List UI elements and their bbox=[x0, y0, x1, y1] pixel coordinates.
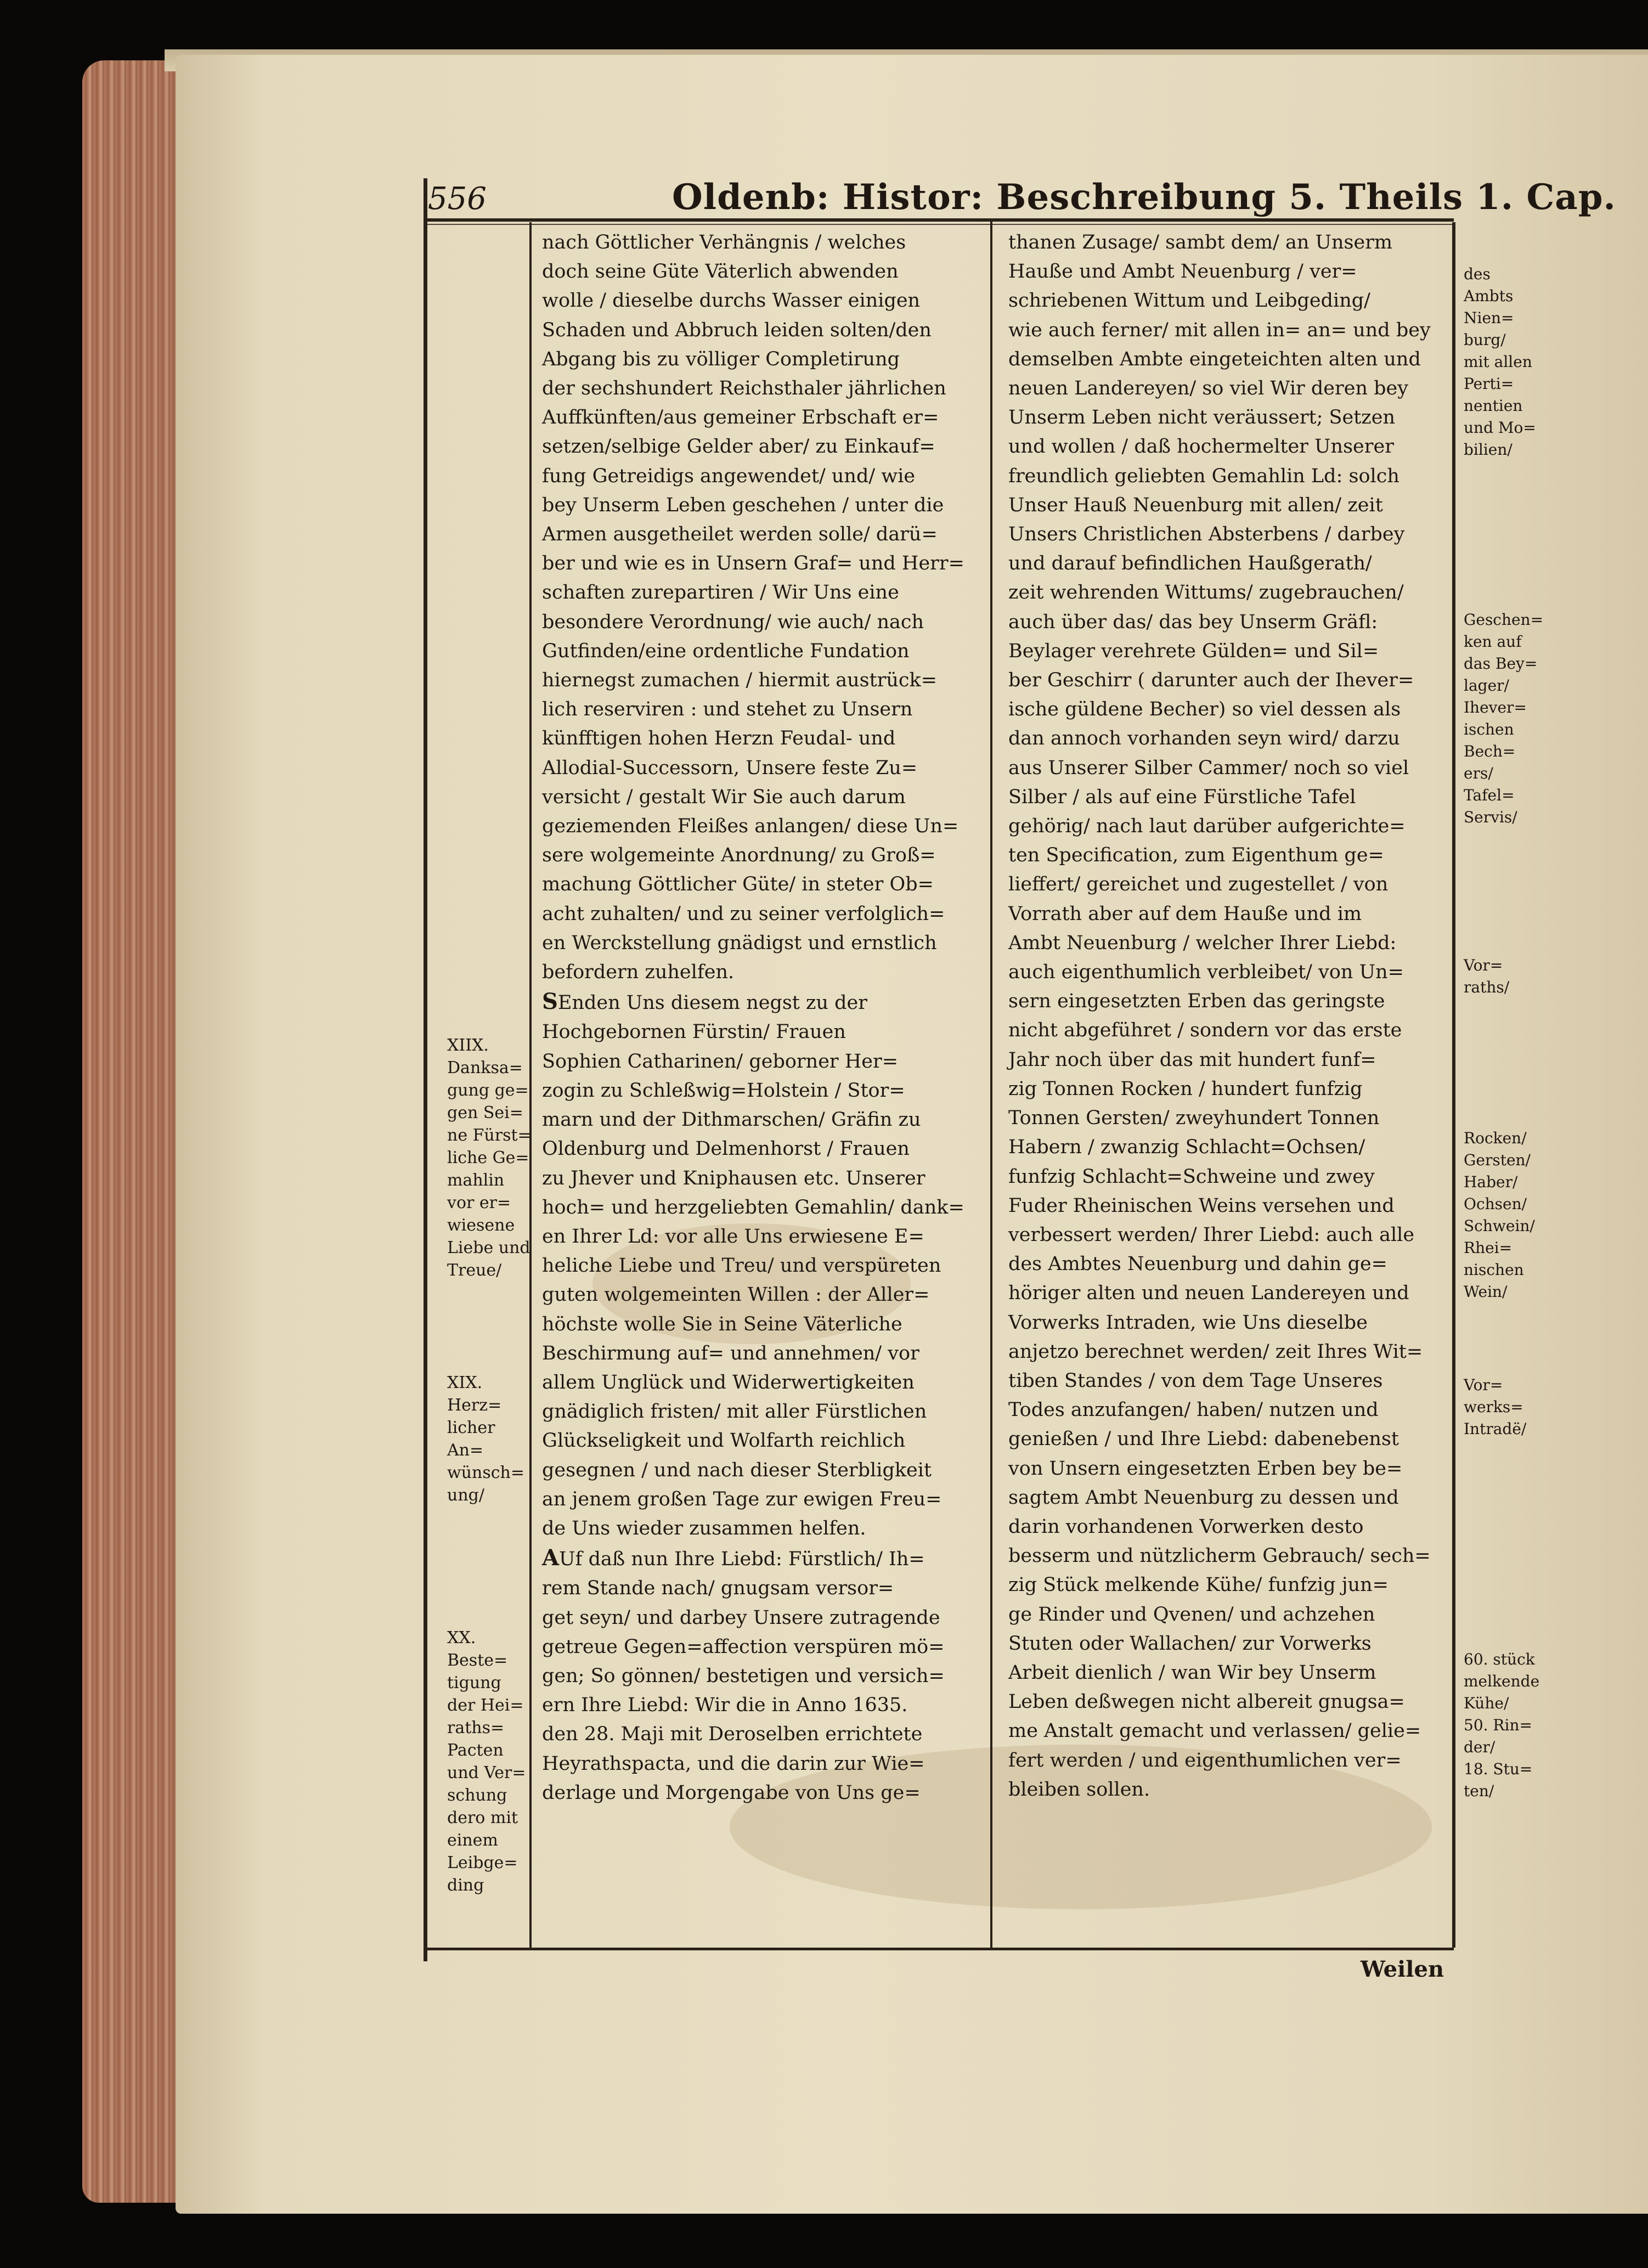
marginal-line: Geschen= bbox=[1464, 611, 1544, 629]
text-line: Heyrathspacta, und die darin zur Wie= bbox=[542, 1752, 925, 1775]
text-line: auch eigenthumlich verbleibet/ von Un= bbox=[1008, 961, 1404, 984]
marginal-line: licher bbox=[447, 1418, 495, 1437]
marginal-line: Kühe/ bbox=[1464, 1694, 1509, 1712]
marginal-line: wiesene bbox=[447, 1216, 515, 1235]
marginal-note-rocken bbox=[1464, 1127, 1557, 1303]
text-line: Jahr noch über das mit hundert funf= bbox=[1008, 1048, 1376, 1071]
text-line: genießen / und Ihre Liebd: dabenebenst bbox=[1008, 1428, 1399, 1451]
text-line: dan annoch vorhanden seyn wird/ darzu bbox=[1008, 727, 1400, 750]
marginal-line: burg/ bbox=[1464, 331, 1506, 349]
text-line: Abgang bis zu völliger Completirung bbox=[542, 348, 900, 370]
text-line: Oldenburg und Delmenhorst / Frauen bbox=[542, 1138, 910, 1160]
marginal-line: das Bey= bbox=[1464, 655, 1538, 673]
text-line: lieffert/ gereichet und zugestellet / von bbox=[1008, 873, 1389, 896]
marginal-line: bilien/ bbox=[1464, 441, 1512, 459]
text-line: Habern / zwanzig Schlacht=Ochsen/ bbox=[1008, 1136, 1365, 1159]
marginal-line: Servis/ bbox=[1464, 808, 1517, 826]
marginal-line: Liebe und bbox=[447, 1238, 530, 1257]
text-line: ische güldene Becher) so viel dessen als bbox=[1008, 698, 1401, 721]
marginal-line: Vor= bbox=[1464, 956, 1503, 974]
text-line: Allodial-Successorn, Unsere feste Zu= bbox=[542, 757, 918, 779]
marginal-line: Pacten bbox=[447, 1741, 504, 1760]
marginal-line: Schwein/ bbox=[1464, 1217, 1535, 1235]
text-line: aus Unserer Silber Cammer/ noch so viel bbox=[1008, 757, 1409, 779]
marginal-line: dero mit bbox=[447, 1808, 518, 1827]
text-line: demselben Ambte eingeteichten alten und bbox=[1008, 348, 1421, 370]
text-line: Auffkünften/aus gemeiner Erbschaft er= bbox=[542, 407, 939, 429]
marginal-line: Herz= bbox=[447, 1396, 502, 1415]
marginal-line: XIX. bbox=[447, 1373, 483, 1392]
text-line: wie auch ferner/ mit allen in= an= und bey bbox=[1008, 319, 1431, 341]
marginal-line: ischen bbox=[1464, 720, 1514, 738]
drop-cap: S bbox=[542, 989, 558, 1015]
header-rule-thin bbox=[425, 224, 1454, 225]
marginal-line: Leibge= bbox=[447, 1853, 518, 1872]
marginal-line: Tafel= bbox=[1464, 786, 1515, 804]
marginal-line: wünsch= bbox=[447, 1463, 524, 1482]
marginal-line: Bech= bbox=[1464, 742, 1516, 760]
marginal-line: Intradë/ bbox=[1464, 1420, 1527, 1438]
text-line: machung Göttlicher Güte/ in steter Ob= bbox=[542, 873, 934, 896]
text-line: Armen ausgetheilet werden solle/ darü= bbox=[542, 523, 938, 546]
text-line: besondere Verordnung/ wie auch/ nach bbox=[542, 611, 924, 633]
text-line: fung Getreidigs angewendet/ und/ wie bbox=[542, 465, 916, 487]
text-line: besserm und nützlicherm Gebrauch/ sech= bbox=[1008, 1545, 1431, 1567]
text-line: Hauße und Ambt Neuenburg / ver= bbox=[1008, 261, 1357, 283]
page-number: 556 bbox=[428, 181, 487, 217]
text-line: Beylager verehrete Gülden= und Sil= bbox=[1008, 640, 1379, 662]
text-line: de Uns wieder zusammen helfen. bbox=[542, 1517, 866, 1539]
marginal-note-ambt bbox=[1464, 263, 1557, 461]
text-line bbox=[542, 1543, 986, 1574]
text-line: wolle / dieselbe durchs Wasser einigen bbox=[542, 290, 921, 312]
marginal-line: Beste= bbox=[447, 1651, 508, 1670]
text-line: des Ambtes Neuenburg und dahin ge= bbox=[1008, 1253, 1388, 1276]
text-line: ten Specification, zum Eigenthum ge= bbox=[1008, 844, 1384, 867]
text-line: Tonnen Gersten/ zweyhundert Tonnen bbox=[1008, 1107, 1380, 1130]
text-line: gen; So gönnen/ bestetigen und versich= bbox=[542, 1665, 945, 1687]
text-line: den 28. Maji mit Deroselben errichtete bbox=[542, 1723, 923, 1746]
drop-cap: A bbox=[542, 1545, 560, 1571]
text-line: hoch= und herzgeliebten Gemahlin/ dank= bbox=[542, 1196, 964, 1218]
marginal-line: des bbox=[1464, 265, 1491, 283]
text-line: Todes anzufangen/ haben/ nutzen und bbox=[1008, 1399, 1379, 1421]
text-line: derlage und Morgengabe von Uns ge= bbox=[542, 1781, 921, 1804]
marginal-note-stueck bbox=[1464, 1649, 1557, 1802]
marginal-line: einem bbox=[447, 1831, 498, 1850]
marginal-line: XIIX. bbox=[447, 1036, 489, 1055]
text-line: gesegnen / und nach dieser Sterbligkeit bbox=[542, 1459, 932, 1481]
page-edges bbox=[82, 60, 187, 2203]
marginal-note-vorwerk bbox=[1464, 1374, 1557, 1440]
marginal-line: nentien bbox=[1464, 397, 1523, 415]
text-column-right bbox=[1008, 228, 1447, 1804]
text-line: Unsers Christlichen Absterbens / darbey bbox=[1008, 523, 1405, 546]
text-line: en Ihrer Ld: vor alle Uns erwiesene E= bbox=[542, 1225, 924, 1248]
text-line: sere wolgemeinte Anordnung/ zu Groß= bbox=[542, 844, 936, 867]
text-line: lich reserviren : und stehet zu Unsern bbox=[542, 698, 913, 721]
text-line: gehörig/ nach laut darüber aufgerichte= bbox=[1008, 815, 1406, 838]
text-line: ber Geschirr ( darunter auch der Ihever= bbox=[1008, 669, 1414, 692]
text-line: an jenem großen Tage zur ewigen Freu= bbox=[542, 1488, 942, 1510]
text-line: doch seine Güte Väterlich abwenden bbox=[542, 261, 899, 283]
marginal-line: nischen bbox=[1464, 1261, 1524, 1279]
text-line: bey Unserm Leben geschehen / unter die bbox=[542, 494, 944, 516]
text-line: anjetzo berechnet werden/ zeit Ihres Wit= bbox=[1008, 1340, 1423, 1363]
footer-rule bbox=[425, 1948, 1454, 1950]
text-line: schriebenen Wittum und Leibgeding/ bbox=[1008, 290, 1370, 312]
text-line: der sechshundert Reichsthaler jährlichen bbox=[542, 377, 946, 400]
text-line: en Werckstellung gnädigst und ernstlich bbox=[542, 932, 937, 954]
text-line: Gutfinden/eine ordentliche Fundation bbox=[542, 640, 910, 662]
text-line: Vorrath aber auf dem Hauße und im bbox=[1008, 902, 1362, 925]
text-line: hiernegst zumachen / hiermit austrück= bbox=[542, 669, 938, 692]
text-line: Beschirmung auf= und annehmen/ vor bbox=[542, 1342, 919, 1364]
text-line: versicht / gestalt Wir Sie auch darum bbox=[542, 786, 906, 808]
right-frame-rule bbox=[1452, 222, 1455, 1948]
header-rule bbox=[425, 218, 1454, 222]
marginal-line: ers/ bbox=[1464, 764, 1493, 782]
text-line: künfftigen hohen Herzn Feudal- und bbox=[542, 727, 896, 750]
text-line: heliche Liebe und Treu/ und verspüreten bbox=[542, 1255, 941, 1277]
text-line: getreue Gegen=affection verspüren mö= bbox=[542, 1635, 945, 1658]
text-line: zig Stück melkende Kühe/ funfzig jun= bbox=[1008, 1574, 1389, 1596]
marginal-line: Ochsen/ bbox=[1464, 1195, 1527, 1213]
text-line: marn und der Dithmarschen/ Gräfin zu bbox=[542, 1109, 921, 1131]
text-line: schaften zurepartiren / Wir Uns eine bbox=[542, 582, 899, 604]
text-line: Stuten oder Wallachen/ zur Vorwerks bbox=[1008, 1632, 1372, 1655]
marginal-line: mahlin bbox=[447, 1171, 505, 1190]
marginal-line: Nien= bbox=[1464, 309, 1514, 327]
marginal-line: ne Fürst= bbox=[447, 1126, 532, 1145]
marginal-line: raths/ bbox=[1464, 978, 1510, 996]
marginal-line: gung ge= bbox=[447, 1081, 529, 1100]
text-line: acht zuhalten/ und zu seiner verfolglich= bbox=[542, 902, 945, 925]
marginal-line: Treue/ bbox=[447, 1261, 502, 1280]
marginal-line: ten/ bbox=[1464, 1782, 1494, 1800]
marginal-line: Haber/ bbox=[1464, 1173, 1518, 1191]
text-line: Ambt Neuenburg / welcher Ihrer Liebd: bbox=[1008, 932, 1397, 954]
text-line: get seyn/ und darbey Unsere zutragende bbox=[542, 1606, 940, 1629]
marginal-line: Gersten/ bbox=[1464, 1151, 1531, 1169]
text-line: rem Stande nach/ gnugsam versor= bbox=[542, 1577, 894, 1600]
text-line: guten wolgemeinten Willen : der Aller= bbox=[542, 1284, 930, 1306]
marginal-line: ding bbox=[447, 1876, 484, 1895]
marginal-line: liche Ge= bbox=[447, 1148, 529, 1167]
text-line: bleiben sollen. bbox=[1008, 1778, 1150, 1801]
marginal-line: Vor= bbox=[1464, 1376, 1503, 1394]
text-line: auch über das/ das bey Unserm Gräfl: bbox=[1008, 611, 1378, 633]
text-line: me Anstalt gemacht und verlassen/ gelie= bbox=[1008, 1720, 1421, 1742]
text-line: von Unsern eingesetzten Erben bey be= bbox=[1008, 1457, 1403, 1480]
marginal-line: und Mo= bbox=[1464, 419, 1536, 437]
text-line: freundlich geliebten Gemahlin Ld: solch bbox=[1008, 465, 1399, 487]
text-line: befordern zuhelfen. bbox=[542, 961, 735, 984]
marginal-line: tigung bbox=[447, 1673, 501, 1692]
marginal-line: ken auf bbox=[1464, 633, 1522, 651]
column-divider bbox=[990, 219, 992, 1948]
marginal-line: 50. Rin= bbox=[1464, 1716, 1532, 1734]
text-line: zu Jhever und Kniphausen etc. Unserer bbox=[542, 1167, 925, 1189]
marginal-line: Wein/ bbox=[1464, 1283, 1508, 1301]
text-line: ern Ihre Liebd: Wir die in Anno 1635. bbox=[542, 1694, 908, 1717]
text-line: gnädiglich fristen/ mit aller Fürstlichen bbox=[542, 1401, 927, 1423]
marginal-line: vor er= bbox=[447, 1193, 511, 1212]
marginal-line: lager/ bbox=[1464, 676, 1509, 695]
marginal-line: gen Sei= bbox=[447, 1103, 523, 1122]
marginal-line: ung/ bbox=[447, 1486, 484, 1505]
marginal-line: und Ver= bbox=[447, 1763, 526, 1782]
text-line: Sophien Catharinen/ geborner Her= bbox=[542, 1050, 899, 1073]
text-line: höriger alten und neuen Landereyen und bbox=[1008, 1282, 1409, 1305]
text-line: höchste wolle Sie in Seine Väterliche bbox=[542, 1313, 902, 1335]
text-line: darin vorhandenen Vorwerken desto bbox=[1008, 1515, 1364, 1538]
marginal-line: der Hei= bbox=[447, 1696, 524, 1715]
text-line: zogin zu Schleßwig=Holstein / Stor= bbox=[542, 1079, 905, 1102]
marginal-note-vorrath bbox=[1464, 955, 1557, 998]
text-line: nach Göttlicher Verhängnis / welches bbox=[542, 232, 906, 253]
marginal-note-xx bbox=[447, 1627, 532, 1897]
text-line: allem Unglück und Widerwertigkeiten bbox=[542, 1371, 915, 1393]
text-line: verbessert werden/ Ihrer Liebd: auch alle bbox=[1008, 1223, 1415, 1246]
marginal-line: An= bbox=[447, 1441, 484, 1460]
marginal-line: Perti= bbox=[1464, 375, 1514, 393]
text-line: Arbeit dienlich / wan Wir bey Unserm bbox=[1008, 1661, 1376, 1684]
marginal-line: werks= bbox=[1464, 1398, 1523, 1416]
text-line: tiben Standes / von dem Tage Unseres bbox=[1008, 1369, 1383, 1392]
marginal-line: schung bbox=[447, 1786, 507, 1805]
text-line: fert werden / und eigenthumlichen ver= bbox=[1008, 1749, 1402, 1771]
marginal-line: Danksa= bbox=[447, 1058, 523, 1077]
marginal-line: der/ bbox=[1464, 1738, 1495, 1756]
text-run: Uf daß nun Ihre Liebd: Fürstlich/ Ih= bbox=[559, 1548, 925, 1571]
text-line: Vorwerks Intraden, wie Uns dieselbe bbox=[1008, 1311, 1368, 1334]
marginal-line: melkende bbox=[1464, 1672, 1540, 1690]
text-line: Silber / als auf eine Fürstliche Tafel bbox=[1008, 786, 1356, 808]
text-line: ber und wie es in Unsern Graf= und Herr= bbox=[542, 552, 964, 575]
marginal-line: 18. Stu= bbox=[1464, 1760, 1533, 1778]
marginal-note-xix bbox=[447, 1372, 532, 1507]
text-line: nicht abgeführet / sondern vor das erste bbox=[1008, 1019, 1402, 1042]
text-line: funfzig Schlacht=Schweine und zwey bbox=[1008, 1165, 1375, 1188]
text-line: sagtem Ambt Neuenburg zu dessen und bbox=[1008, 1486, 1399, 1509]
text-line: setzen/selbige Gelder aber/ zu Einkauf= bbox=[542, 436, 935, 458]
text-line: geziemenden Fleißes anlangen/ diese Un= bbox=[542, 815, 959, 838]
marginal-line: Ambts bbox=[1464, 287, 1514, 305]
marginal-line: Rocken/ bbox=[1464, 1129, 1527, 1147]
marginal-line: Ihever= bbox=[1464, 698, 1527, 716]
left-frame-rule bbox=[424, 178, 427, 1961]
text-line bbox=[542, 987, 986, 1018]
catchword: Weilen bbox=[1361, 1956, 1444, 1982]
marginal-line: 60. stück bbox=[1464, 1650, 1535, 1668]
text-line: und darauf befindlichen Haußgerath/ bbox=[1008, 552, 1372, 575]
text-line: thanen Zusage/ sambt dem/ an Unserm bbox=[1008, 232, 1393, 253]
text-line: Fuder Rheinischen Weins versehen und bbox=[1008, 1194, 1395, 1217]
marginal-line: mit allen bbox=[1464, 353, 1532, 371]
text-line: zig Tonnen Rocken / hundert funfzig bbox=[1008, 1077, 1363, 1100]
text-line: neuen Landereyen/ so viel Wir deren bey bbox=[1008, 377, 1409, 400]
marginal-line: Rhei= bbox=[1464, 1239, 1512, 1257]
text-line: Unser Hauß Neuenburg mit allen/ zeit bbox=[1008, 494, 1383, 516]
text-line: Leben deßwegen nicht albereit gnugsa= bbox=[1008, 1691, 1405, 1713]
text-line: Schaden und Abbruch leiden solten/den bbox=[542, 319, 932, 341]
text-line: Glückseligkeit und Wolfarth reichlich bbox=[542, 1430, 906, 1452]
text-line: ge Rinder und Qvenen/ und achzehen bbox=[1008, 1603, 1375, 1626]
marginal-line: raths= bbox=[447, 1718, 505, 1737]
text-line: sern eingesetzten Erben das geringste bbox=[1008, 990, 1385, 1013]
text-line: und wollen / daß hochermelter Unserer bbox=[1008, 436, 1394, 458]
text-line: Unserm Leben nicht veräussert; Setzen bbox=[1008, 407, 1395, 429]
marginal-note-geschenk bbox=[1464, 609, 1557, 828]
text-line: zeit wehrenden Wittums/ zugebrauchen/ bbox=[1008, 582, 1404, 604]
marginal-line: XX. bbox=[447, 1628, 476, 1648]
text-column-left bbox=[542, 228, 986, 1808]
marginal-note-xiix bbox=[447, 1034, 532, 1282]
text-run: Enden Uns diesem negst zu der bbox=[557, 992, 867, 1014]
running-title: Oldenb: Histor: Beschreibung 5. Theils 1. Cap. bbox=[672, 177, 1616, 218]
text-line: Hochgebornen Fürstin/ Frauen bbox=[542, 1021, 846, 1043]
